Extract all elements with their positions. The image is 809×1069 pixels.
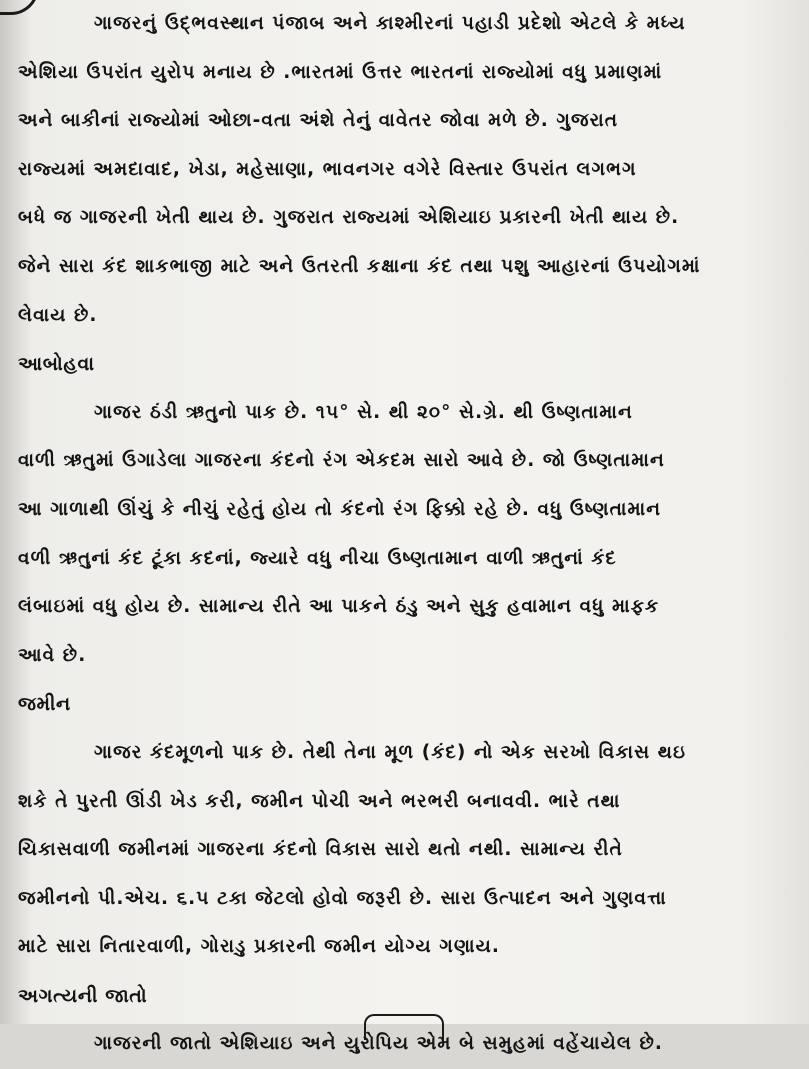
text-line: આવે છે. [18, 644, 87, 666]
text-line: બધે જ ગાજરની ખેતી થાય છે. ગુજરાત રાજ્યમાં એશિયાઇ પ્રકારની ખેતી થાય છે. [18, 207, 680, 229]
text-line: ગાજરનું ઉદ્ભવસ્થાન પંજાબ અને કાશ્મીરનાં પહાડી પ્રદેશો એટલે કે મધ્ય [94, 13, 686, 34]
text-line: જેને સારા કંદ શાકભાજી માટે અને ઉતરતી કક્ષાના કંદ તથા પશુ આહારનાં ઉપયોગમાં [18, 255, 701, 277]
text-line: રાજ્યમાં અમદાવાદ, ખેડા, મહેસાણા, ભાવનગર વગેરે વિસ્તાર ઉપરાંત લગભગ [18, 158, 637, 180]
text-line: એશિયા ઉપરાંત યુરોપ મનાય છે .ભારતમાં ઉત્તર ભારતનાં રાજ્યોમાં વધુ પ્રમાણમાં [18, 61, 663, 83]
text-line: શકે તે પુરતી ઊંડી ખેડ કરી, જમીન પોચી અને ભરભરી બનાવવી. ભારે તથા [18, 790, 621, 812]
text-line: ગાજર ઠંડી ઋતુનો પાક છે. ૧૫° સે. થી ૨૦° સે.ગ્રે. થી ઉષ્ણતામાન [94, 401, 633, 423]
section-heading: જમીન [18, 693, 71, 716]
text-line: અને બાકીનાં રાજ્યોમાં ઓછા-વતા અંશે તેનું વાવેતર જોવા મળે છે. ગુજરાત [18, 110, 619, 132]
section-heading: આબોહવા [18, 353, 95, 376]
page-number-tab [364, 1014, 444, 1040]
text-line: ગાજર કંદમૂળનો પાક છે. તેથી તેના મૂળ (કંદ) નો એક સરખો વિકાસ થઇ [94, 741, 686, 763]
section-climate [18, 340, 786, 680]
text-line: આ ગાળાથી ઊંચું કે નીચું રહેતું હોય તો કંદનો રંગ ફિક્કો રહે છે. વધુ ઉષ્ણતામાન [18, 498, 662, 520]
text-line: ચિકાસવાળી જમીનમાં ગાજરના કંદનો વિકાસ સારો થતો નથી. સામાન્ય રીતે [18, 839, 623, 861]
intro-paragraph [18, 0, 786, 340]
text-line: ગાજરની જાતો એશિયાઇ અને યુરોપિય એમ બે સમુહમાં વહેંચાયેલ છે. [94, 1033, 664, 1055]
text-line: વળી ઋતુનાં કંદ ટૂંકા કદનાં, જ્યારે વધુ નીચા ઉષ્ણતામાન વાળી ઋતુનાં કંદ [18, 547, 617, 569]
text-line: જમીનનો પી.એચ. ૬.૫ ટકા જેટલો હોવો જરૂરી છે. સારા ઉત્પાદન અને ગુણવત્તા [18, 887, 667, 909]
section-soil [18, 680, 786, 972]
document-body [18, 0, 786, 1069]
text-line: લંબાઇમાં વધુ હોય છે. સામાન્ય રીતે આ પાકને ઠંડુ અને સુકુ હવામાન વધુ માફક [18, 596, 660, 618]
section-heading: અગત્યની જાતો [18, 984, 148, 1007]
text-line: માટે સારા નિતારવાળી, ગોરાડુ પ્રકારની જમીન યોગ્ય ગણાય. [18, 936, 500, 958]
text-line: લેવાય છે. [18, 304, 98, 326]
text-line: વાળી ઋતુમાં ઉગાડેલા ગાજરના કંદનો રંગ એકદમ સારો આવે છે. જો ઉષ્ણતામાન [18, 450, 665, 472]
